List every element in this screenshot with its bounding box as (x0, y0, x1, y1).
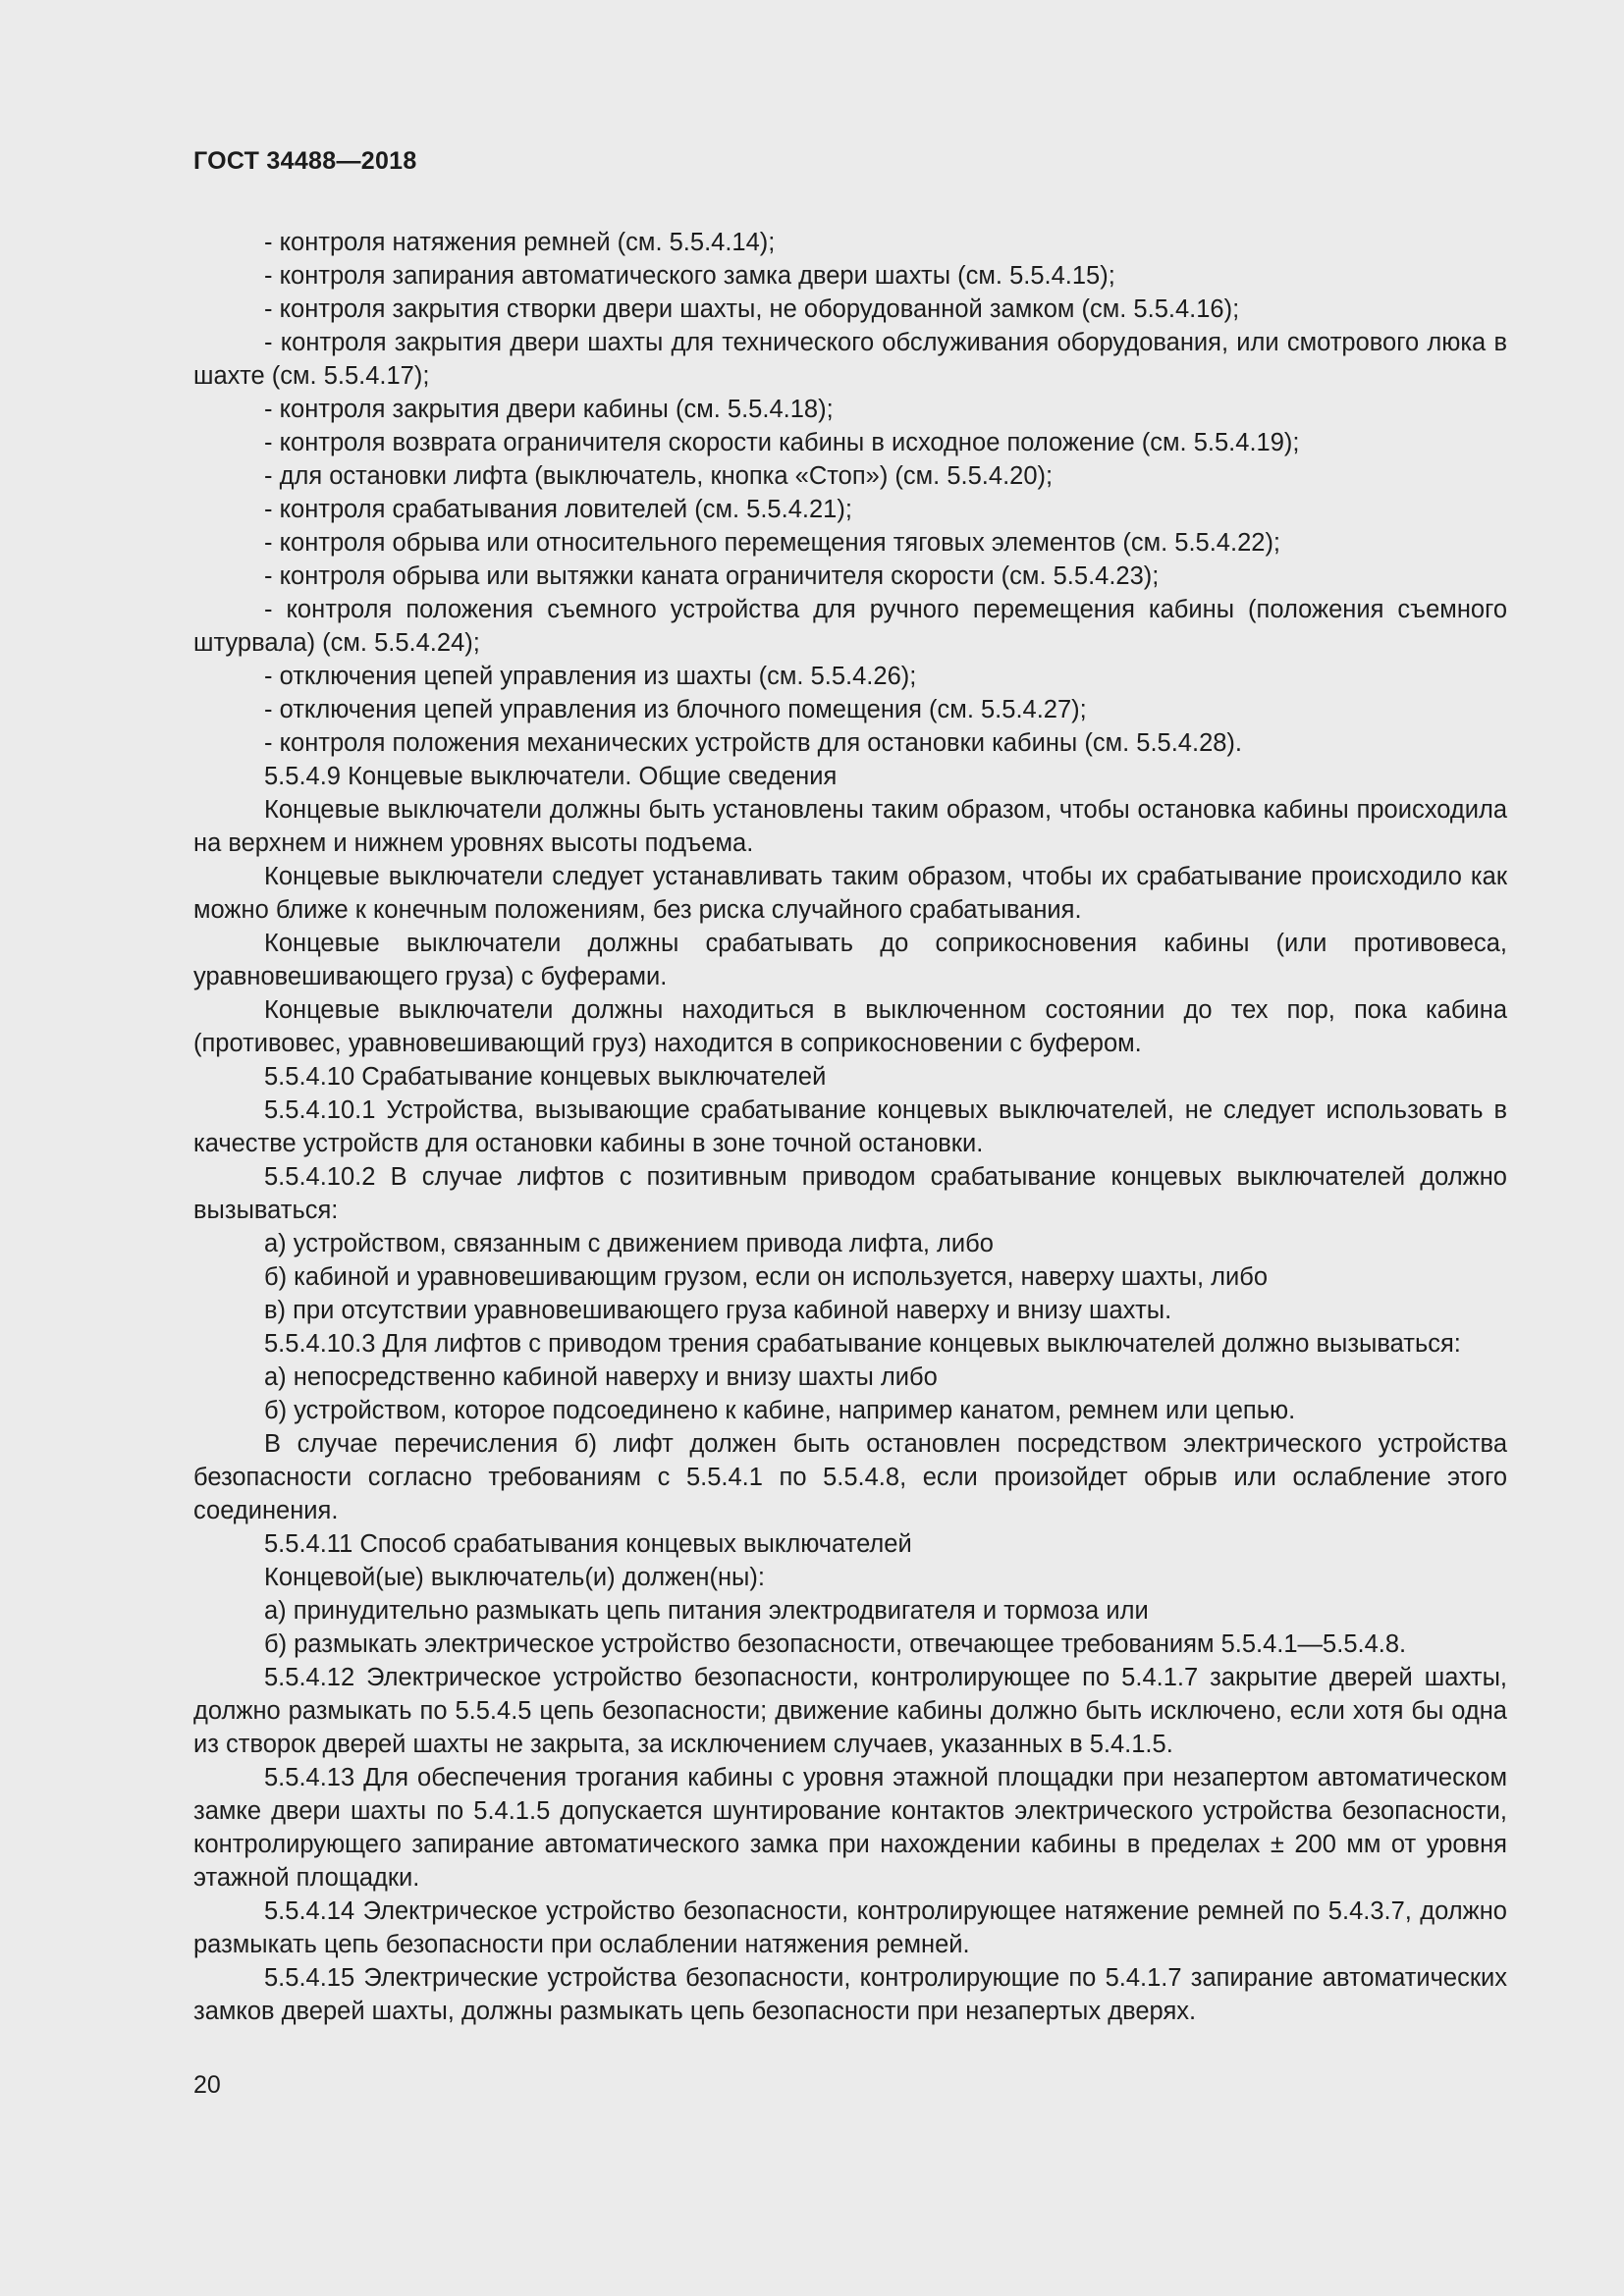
list-item: б) размыкать электрическое устройство безопасности, отвечающее требованиям 5.5.4.1—5.5.4.8. (264, 1630, 1407, 1658)
document-body (193, 226, 1507, 2028)
paragraph: Концевые выключатели должны быть установлены таким образом, чтобы остановка кабины происходила на верхнем и нижнем уровнях высоты подъема. (193, 796, 1507, 857)
list-item: - контроля запирания автоматического замка двери шахты (см. 5.5.4.15); (264, 262, 1115, 290)
paragraph: 5.5.4.10.3 Для лифтов с приводом трения срабатывание концевых выключателей должно вызываться: (264, 1330, 1461, 1358)
paragraph: 5.5.4.14 Электрическое устройство безопасности, контролирующее натяжение ремней по 5.4.3.7, должно размыкать цепь безопасности при ослаблении натяжения ремней. (193, 1897, 1507, 1958)
list-item: - контроля обрыва или относительного перемещения тяговых элементов (см. 5.5.4.22); (264, 529, 1281, 557)
paragraph: Концевой(ые) выключатель(и) должен(ны): (264, 1564, 765, 1591)
paragraph: 5.5.4.10.1 Устройства, вызывающие срабатывание концевых выключателей, не следует использовать в качестве устройств для остановки кабины в зоне точной остановки. (193, 1096, 1507, 1157)
paragraph: Концевые выключатели должны срабатывать до соприкосновения кабины (или противовеса, уравновешивающего груза) с буферами. (193, 930, 1507, 990)
paragraph: В случае перечисления б) лифт должен быть остановлен посредством электрического устройства безопасности согласно требованиям с 5.5.4.1 по 5.5.4.8, если произойдет обрыв или ослабление этого соединения. (193, 1430, 1507, 1524)
list-item: - контроля возврата ограничителя скорости кабины в исходное положение (см. 5.5.4.19); (264, 429, 1300, 456)
list-item: - контроля срабатывания ловителей (см. 5.5.4.21); (264, 496, 852, 523)
paragraph: 5.5.4.10.2 В случае лифтов с позитивным приводом срабатывание концевых выключателей должно вызываться: (193, 1163, 1507, 1224)
page-number: 20 (193, 2071, 221, 2099)
list-item: - контроля закрытия двери шахты для технического обслуживания оборудования, или смотрового люка в шахте (см. 5.5.4.17); (193, 329, 1507, 390)
list-item: - для остановки лифта (выключатель, кнопка «Стоп») (см. 5.5.4.20); (264, 462, 1054, 490)
list-item: - контроля обрыва или вытяжки каната ограничителя скорости (см. 5.5.4.23); (264, 562, 1160, 590)
paragraph: 5.5.4.13 Для обеспечения трогания кабины с уровня этажной площадки при незапертом автоматическом замке двери шахты по 5.4.1.5 допускается шунтирование контактов электрического устройства безопасности, контролирующего запирание автоматического замка при нахождении кабины в пределах ± 200 мм от уровня этажной площадки. (193, 1764, 1507, 1892)
paragraph: Концевые выключатели должны находиться в выключенном состоянии до тех пор, пока кабина (противовес, уравновешивающий груз) находится в соприкосновении с буфером. (193, 996, 1507, 1057)
section-heading: 5.5.4.10 Срабатывание концевых выключателей (264, 1063, 827, 1091)
list-item: а) непосредственно кабиной наверху и внизу шахты либо (264, 1363, 938, 1391)
list-item: а) принудительно размыкать цепь питания электродвигателя и тормоза или (264, 1597, 1149, 1625)
list-item: в) при отсутствии уравновешивающего груза кабиной наверху и внизу шахты. (264, 1297, 1172, 1324)
list-item: - контроля закрытия створки двери шахты, не оборудованной замком (см. 5.5.4.16); (264, 295, 1240, 323)
list-item: - контроля натяжения ремней (см. 5.5.4.14); (264, 229, 776, 256)
list-item: - контроля закрытия двери кабины (см. 5.5.4.18); (264, 396, 834, 423)
list-item: - контроля положения механических устройств для остановки кабины (см. 5.5.4.28). (264, 729, 1243, 757)
document-header: ГОСТ 34488—2018 (193, 147, 417, 175)
list-item: б) устройством, которое подсоединено к кабине, например канатом, ремнем или цепью. (264, 1397, 1296, 1424)
list-item: - отключения цепей управления из блочного помещения (см. 5.5.4.27); (264, 696, 1087, 723)
list-item: - контроля положения съемного устройства для ручного перемещения кабины (положения съемного штурвала) (см. 5.5.4.24); (193, 596, 1507, 657)
list-item: б) кабиной и уравновешивающим грузом, если он используется, наверху шахты, либо (264, 1263, 1269, 1291)
list-item: - отключения цепей управления из шахты (см. 5.5.4.26); (264, 663, 917, 690)
section-heading: 5.5.4.11 Способ срабатывания концевых выключателей (264, 1530, 912, 1558)
section-heading: 5.5.4.9 Концевые выключатели. Общие сведения (264, 763, 838, 790)
paragraph: 5.5.4.12 Электрическое устройство безопасности, контролирующее по 5.4.1.7 закрытие дверей шахты, должно размыкать по 5.5.4.5 цепь безопасности; движение кабины должно быть исключено, если хотя бы одна из створок дверей шахты не закрыта, за исключением случаев, указанных в 5.4.1.5. (193, 1664, 1507, 1758)
paragraph: Концевые выключатели следует устанавливать таким образом, чтобы их срабатывание происходило как можно ближе к конечным положениям, без риска случайного срабатывания. (193, 863, 1507, 924)
paragraph: 5.5.4.15 Электрические устройства безопасности, контролирующие по 5.4.1.7 запирание автоматических замков дверей шахты, должны размыкать цепь безопасности при незапертых дверях. (193, 1964, 1507, 2025)
list-item: а) устройством, связанным с движением привода лифта, либо (264, 1230, 994, 1257)
